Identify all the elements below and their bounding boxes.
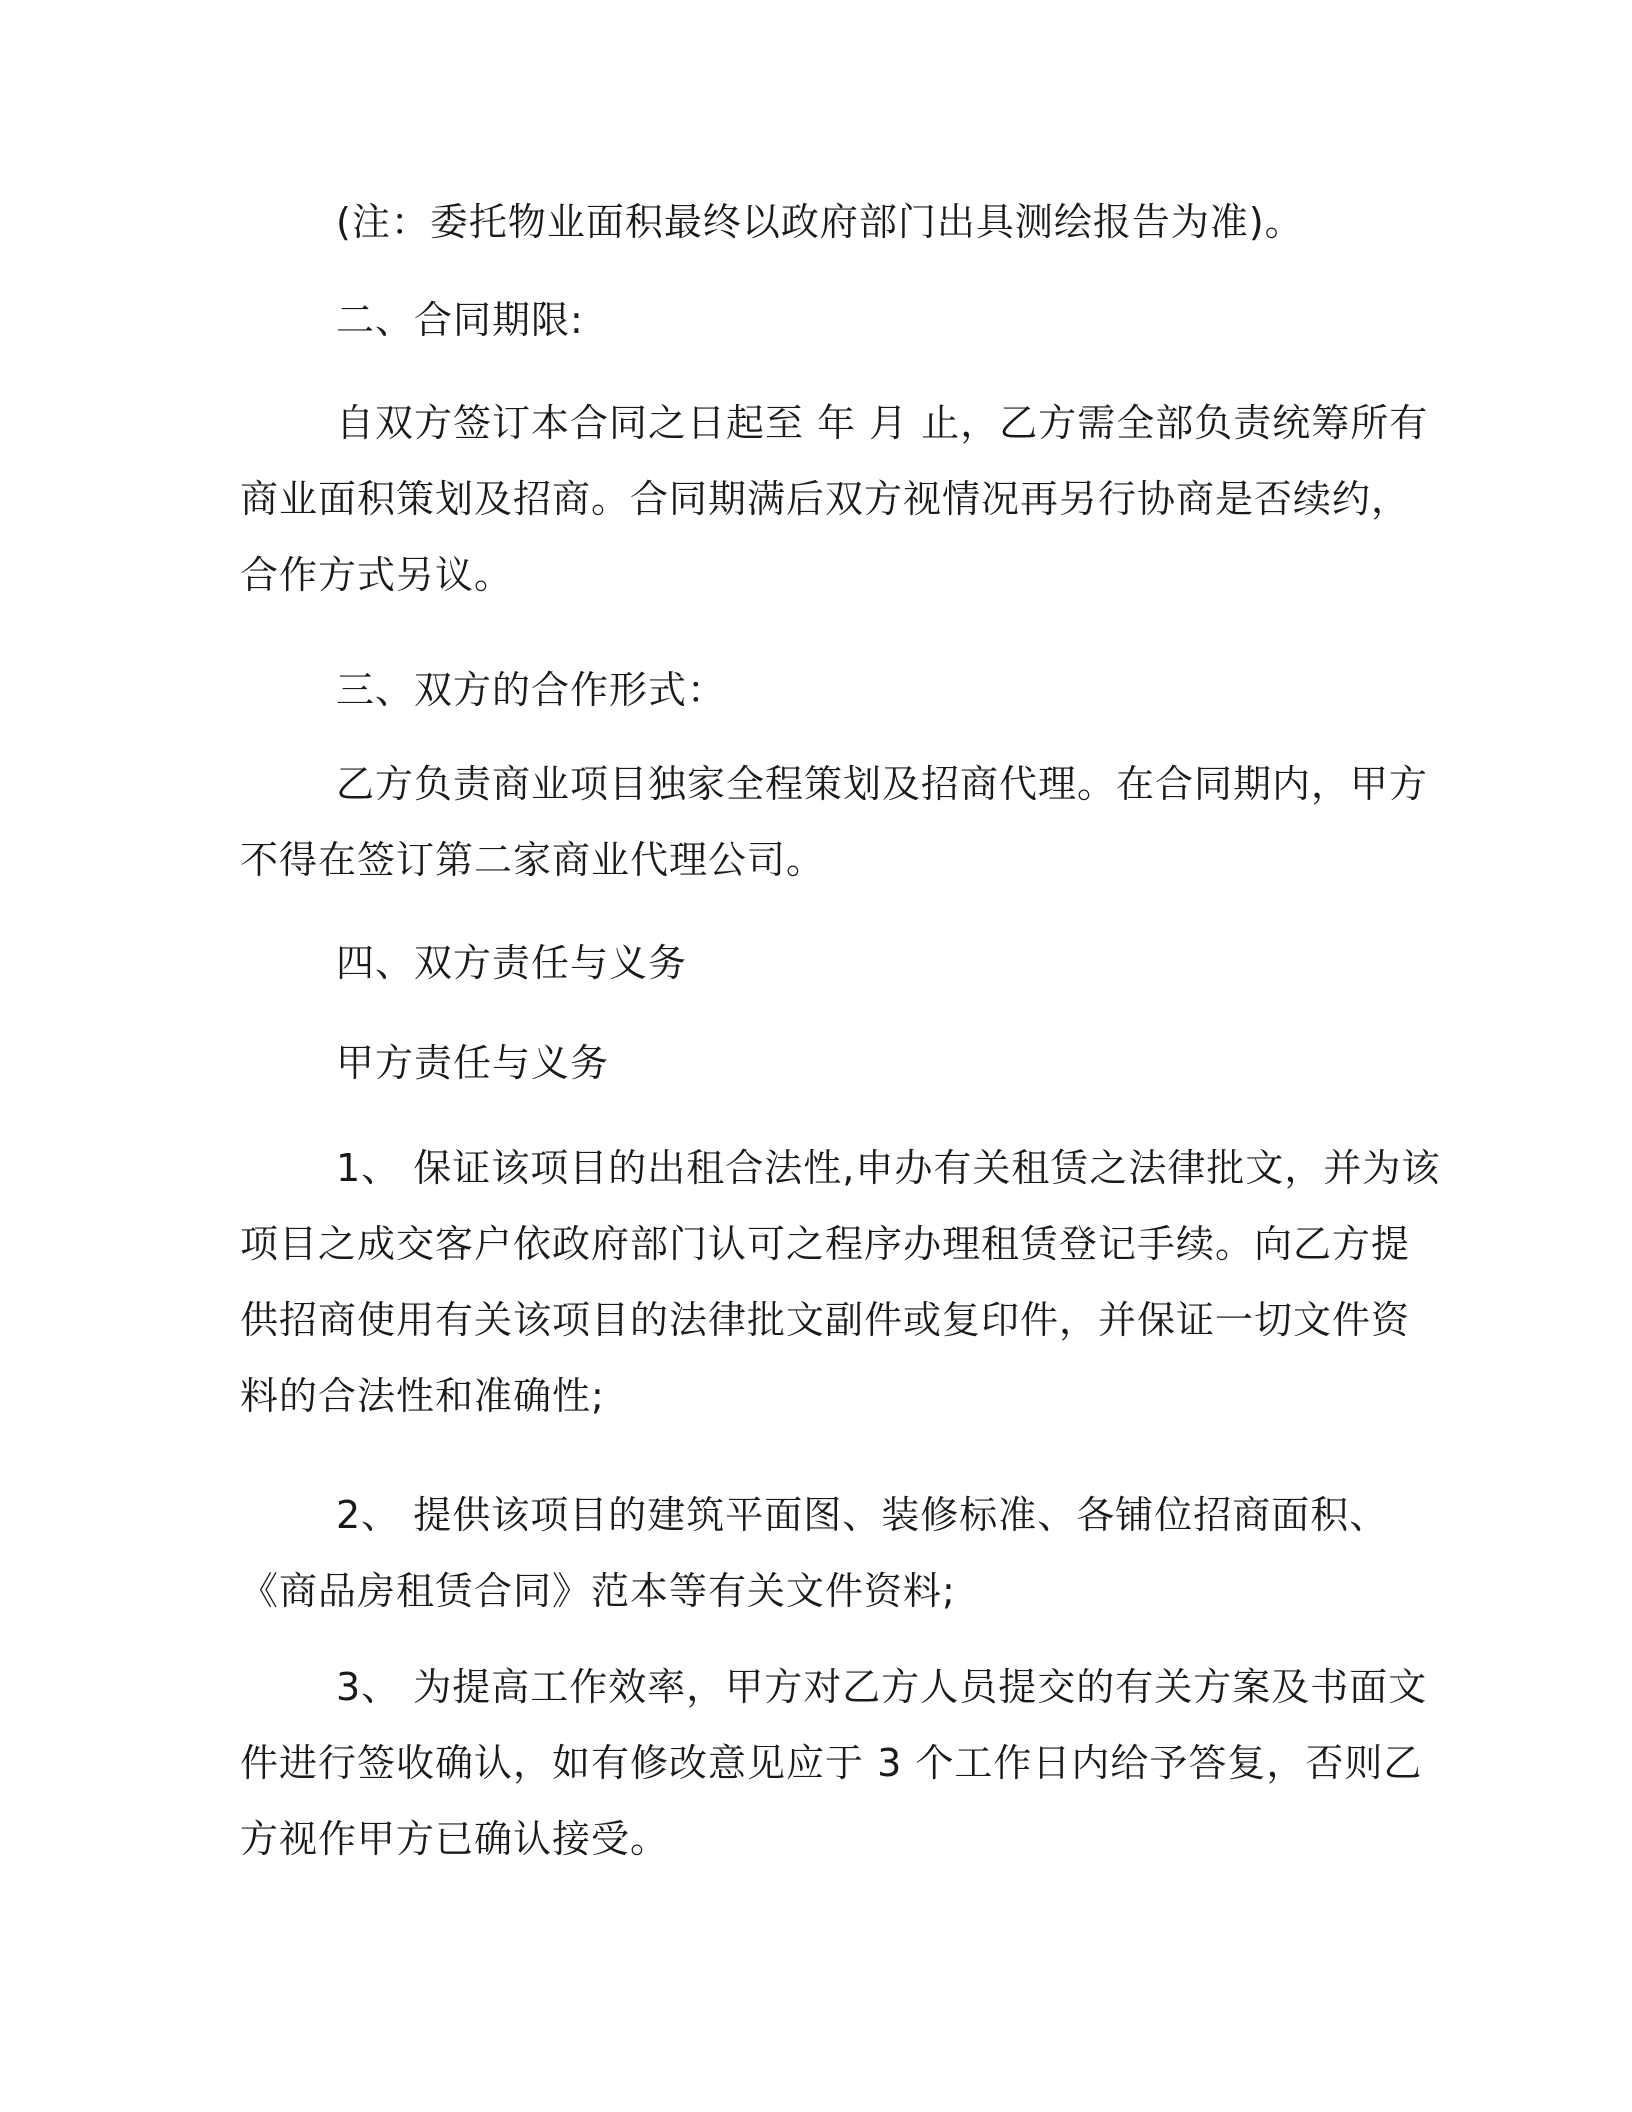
note-paragraph bbox=[240, 184, 1410, 260]
section-4-heading-text: 四、双方责任与义务 bbox=[336, 941, 688, 985]
paragraph-line: 《商品房租赁合同》范本等有关文件资料; bbox=[240, 1569, 956, 1613]
paragraph-line: 3、 为提高工作效率，甲方对乙方人员提交的有关方案及书面文 bbox=[336, 1665, 1428, 1709]
paragraph-line: 件进行签收确认，如有修改意见应于 3 个工作日内给予答复，否则乙 bbox=[240, 1741, 1423, 1785]
section-2-paragraph bbox=[240, 385, 1429, 613]
item-2-paragraph bbox=[240, 1477, 1410, 1629]
paragraph-line: 商业面积策划及招商。合同期满后双方视情况再另行协商是否续约， bbox=[240, 477, 1411, 521]
paragraph-line: 自双方签订本合同之日起至 年 月 止，乙方需全部负责统筹所有 bbox=[336, 401, 1429, 445]
item-3-paragraph bbox=[240, 1649, 1428, 1877]
section-3-heading bbox=[240, 652, 1410, 728]
paragraph-line: 1、 保证该项目的出租合法性,申办有关租赁之法律批文，并为该 bbox=[336, 1146, 1441, 1190]
paragraph-line: 不得在签订第二家商业代理公司。 bbox=[240, 838, 826, 882]
section-3-paragraph bbox=[240, 746, 1429, 898]
section-2-heading bbox=[240, 282, 1410, 358]
party-a-heading bbox=[240, 1025, 1410, 1101]
paragraph-line: 供招商使用有关该项目的法律批文副件或复印件，并保证一切文件资 bbox=[240, 1298, 1411, 1342]
party-a-heading-text: 甲方责任与义务 bbox=[336, 1041, 610, 1085]
paragraph-line: 方视作甲方已确认接受。 bbox=[240, 1817, 670, 1861]
paragraph-line: 项目之成交客户依政府部门认可之程序办理租赁登记手续。向乙方提 bbox=[240, 1222, 1411, 1266]
section-3-heading-text: 三、双方的合作形式： bbox=[336, 668, 727, 712]
item-1-paragraph bbox=[240, 1130, 1441, 1434]
paragraph-line: 合作方式另议。 bbox=[240, 553, 514, 597]
note-line: (注：委托物业面积最终以政府部门出具测绘报告为准)。 bbox=[336, 200, 1304, 244]
section-2-heading-text: 二、合同期限: bbox=[336, 298, 584, 342]
section-4-heading bbox=[240, 925, 1410, 1001]
paragraph-line: 乙方负责商业项目独家全程策划及招商代理。在合同期内，甲方 bbox=[336, 762, 1429, 806]
paragraph-line: 料的合法性和准确性; bbox=[240, 1374, 605, 1418]
paragraph-line: 2、 提供该项目的建筑平面图、装修标准、各铺位招商面积、 bbox=[336, 1493, 1389, 1537]
